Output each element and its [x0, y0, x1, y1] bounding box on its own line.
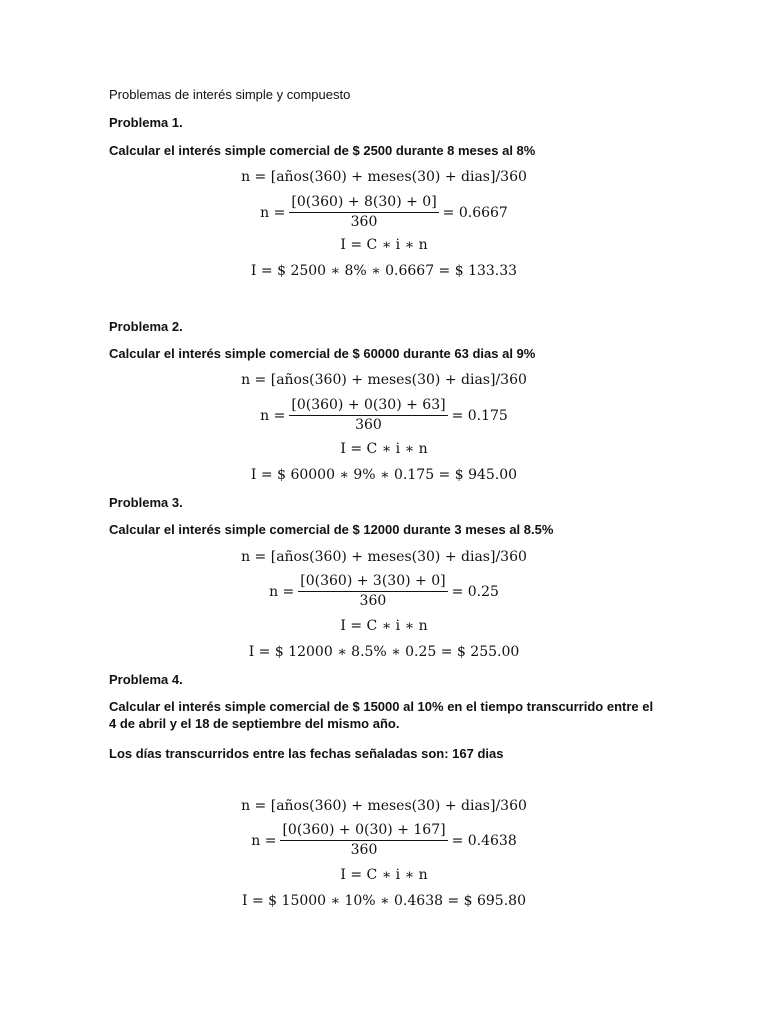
- problem-2-result: I = $ 60000 ∗ 9% ∗ 0.175 = $ 945.00: [250, 467, 518, 483]
- problem-2-statement: Calcular el interés simple comercial de $ 60000 durante 63 dias al 9%: [109, 346, 536, 361]
- problem-1-statement: Calcular el interés simple comercial de $ 2500 durante 8 meses al 8%: [109, 143, 536, 158]
- problem-1-result: I = $ 2500 ∗ 8% ∗ 0.6667 = $ 133.33: [250, 263, 518, 279]
- problem-3-n-fraction: [0, 573, 768, 610]
- fraction: [298, 573, 447, 610]
- problem-3-heading: Problema 3.: [109, 495, 183, 510]
- fraction-numerator: [0(360) + 8(30) + 0]: [289, 194, 438, 213]
- fraction-lhs: n =: [269, 583, 295, 600]
- fraction-denominator: 360: [350, 842, 378, 858]
- problem-4-note: Los días transcurridos entre las fechas señaladas son: 167 dias: [109, 746, 504, 761]
- problem-3-result: I = $ 12000 ∗ 8.5% ∗ 0.25 = $ 255.00: [248, 644, 520, 660]
- problem-2-n-fraction: [0, 397, 768, 434]
- problem-2-formula: I = C ∗ i ∗ n: [340, 441, 428, 457]
- problem-1-heading: Problema 1.: [109, 115, 183, 130]
- fraction: [289, 397, 447, 434]
- fraction-numerator: [0(360) + 0(30) + 63]: [289, 397, 447, 416]
- fraction-denominator: 360: [350, 214, 378, 230]
- fraction-denominator: 360: [359, 593, 387, 609]
- problem-4-heading: Problema 4.: [109, 672, 183, 687]
- problem-3-statement: Calcular el interés simple comercial de $ 12000 durante 3 meses al 8.5%: [109, 522, 554, 537]
- fraction-numerator: [0(360) + 3(30) + 0]: [298, 573, 447, 592]
- problem-4-n-general: n = [años(360) + meses(30) + dias]/360: [241, 798, 527, 814]
- fraction-denominator: 360: [355, 417, 382, 433]
- fraction-lhs: n =: [260, 204, 286, 221]
- fraction: [289, 194, 438, 231]
- fraction-result: = 0.175: [451, 407, 508, 424]
- problem-1-formula: I = C ∗ i ∗ n: [340, 237, 428, 253]
- problem-1-n-fraction: [0, 194, 768, 231]
- problem-2-heading: Problema 2.: [109, 319, 183, 334]
- document-title: Problemas de interés simple y compuesto: [109, 87, 351, 102]
- fraction: [280, 822, 447, 859]
- problem-4-formula: I = C ∗ i ∗ n: [340, 867, 428, 883]
- problem-2-n-general: n = [años(360) + meses(30) + dias]/360: [241, 372, 527, 388]
- fraction-result: = 0.25: [451, 583, 499, 600]
- problem-4-statement: Calcular el interés simple comercial de $ 15000 al 10% en el tiempo transcurrido entre el 4 de abril y el 18 de septiembre del mismo año.: [109, 699, 654, 731]
- fraction-result: = 0.6667: [442, 204, 508, 221]
- problem-4-n-fraction: [0, 822, 768, 859]
- problem-3-formula: I = C ∗ i ∗ n: [340, 618, 428, 634]
- fraction-lhs: n =: [251, 832, 277, 849]
- problem-4-result: I = $ 15000 ∗ 10% ∗ 0.4638 = $ 695.80: [242, 893, 526, 909]
- fraction-result: = 0.4638: [451, 832, 517, 849]
- problem-3-n-general: n = [años(360) + meses(30) + dias]/360: [241, 549, 527, 565]
- problem-1-n-general: n = [años(360) + meses(30) + dias]/360: [241, 169, 527, 185]
- fraction-lhs: n =: [260, 407, 286, 424]
- fraction-numerator: [0(360) + 0(30) + 167]: [280, 822, 447, 841]
